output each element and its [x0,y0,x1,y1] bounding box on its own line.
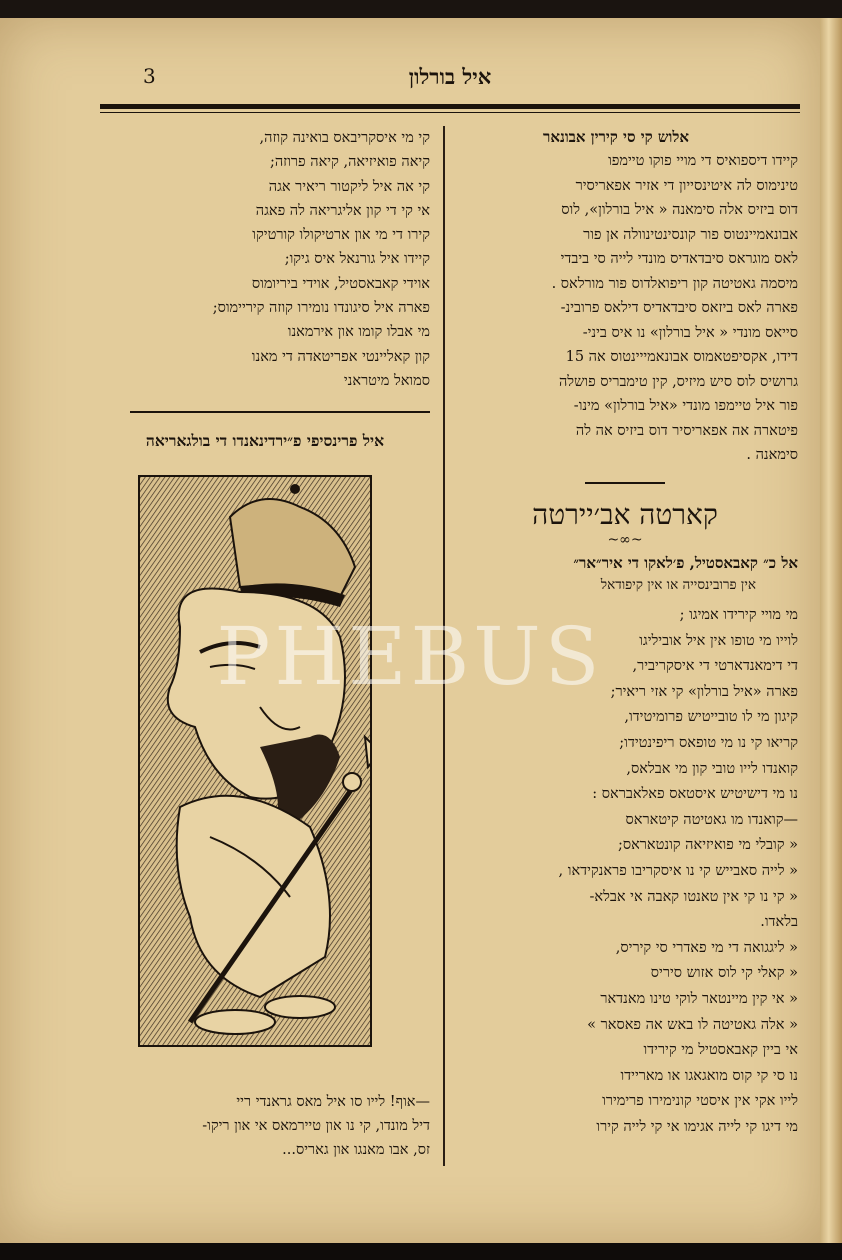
poem-rule [130,411,430,413]
letter-line: « קובלי מי פואיזיאה קונטאראס; [617,837,798,854]
watermark: PHEBUS [216,610,604,703]
letter-line: פארה «איל בורלון» קי אזי ריאיר; [610,683,798,700]
notice-line: דוס ביזיס אלה סימאנה « איל בורלון», לוס [561,202,798,218]
bottom-shadow [0,1243,842,1260]
poem-line: קון קאליינטי אפריטאדה די מאנו [251,348,430,365]
letter-line: « ליגגואה די מי פאדרי סי קיריס, [615,939,798,956]
left-column [100,126,430,451]
notice-body [452,149,798,468]
letter-line: נו סי קי קוס מואגאגו או מאריידו [620,1067,798,1084]
notice-line: מיסמה גאטיטה קון ריפואלדוס פור מורלאס . [551,275,798,292]
caption-line: דיל מונדו, קי נו און טיירמאס אי און ריקו- [202,1118,430,1134]
caption-title: איל פרינסיפי פ״ירדינאנדו די בולגאריאה [145,431,385,451]
caricature-drawing [140,477,370,1045]
letter-line: בלאדו. [760,914,798,931]
running-title: איל בורלון [408,64,492,89]
letter-line: קריאו קי נו מי טופאס ריפינטידו; [619,734,798,751]
column-divider [443,126,445,1166]
letter-line: « אלה גאטיטה לו באש אה פאסאר » [587,1016,798,1033]
poem-body [100,126,430,393]
letter-line: « לייה סאבייש קי נו איסקריבו פראנקידאו , [558,862,798,879]
poem-line: מי אבלו קומו און אירמאנו [287,324,430,341]
letter-line: « קאלי קי לוס אזוש סיריס [650,965,798,982]
poem-line: קי מי איסקריבאס בואינה קוזה, [259,130,430,146]
poem-line: קיאה פואיזיאה, קיאה פרוזה; [269,154,430,171]
poem-line: קי אה איל ליקטור ריאיר אגה [268,178,430,195]
notice-line: טינימוס לה איטינסייון די אזיר אפאריסיר [575,177,798,194]
letter-line: מי מויי קירידו אמיגו ; [679,607,798,623]
letter-line: לייו אקי אין איסטי קונימירו פרימירו [602,1093,798,1110]
notice-line: לאס מוגראס סיבדאדיס מונדי לייה סי ביבדי [560,251,798,267]
poem-line: פארה איל סיגונדו נומירו קוזה קיריימוס; [212,300,430,317]
header-rule-thin [100,112,800,113]
notice-title: אלוש קי סי קירין אבונאר [542,128,690,146]
caption-line: —אוף! לייו סו איל מאס גראנדי ריי [236,1094,430,1110]
ornament-flourish: ~∞~ [607,531,643,548]
letter-line: —קואנדו מו גאטיטה קיטאראס [625,811,798,828]
poem-line: סמואל מיטראני [343,372,430,389]
header-rule [100,104,800,109]
caption-line: זס, אבו מאנגו און גאריס... [282,1142,430,1158]
poem-line: אוידי קאבאסטיל, אוידי ביריומוס [251,275,430,292]
letter-line: אי ביין קאבאסטיל מי קירידו [643,1042,798,1059]
notice-line: פור איל טיימפו מונדי «איל בורלון» מינו- [573,398,798,414]
notice-line: גרושיס לוס סיש מיזיס, קין טימבריס פושלה [558,373,798,390]
letter-address-sub: אין פרובינסייה או אין קיפודאל [600,576,756,593]
section-divider [585,482,665,484]
letter-line: קואנדו לייו טובי קון מי אבלאס, [626,760,798,777]
letter-line: די דימאנדארטי די איסקריביר, [632,658,798,675]
right-column [452,128,798,1140]
notice-line: פיטארה אה אפאריסיר דוס ביזיס אה לה [575,422,798,439]
letter-address: אל כ״ קאבאסטיל, פ׳לאקו די איר״אר״ [573,553,798,572]
page-edge [820,18,842,1243]
caption-body [100,1090,430,1162]
letter-line: « קי נו קי אין טאנטו קאבה אי אבלא- [589,888,798,905]
letter-line: נו מי דישיטיש איסטאס פאלאבראס : [592,786,798,803]
notice-line: סימאנה . [746,447,798,463]
caricature-illustration [138,475,372,1047]
letter-title: קארטה אב׳יירטה [532,497,718,531]
letter-line: קיגון מי לו טובייטיש פרומיטידו, [624,709,798,726]
notice-line: פארה לאס ביזאס סיבדאדיס דילאס פרובינ- [560,300,798,316]
letter-line: « אי קין מיינטאר לוקי טינו מאנדאר [600,990,798,1007]
page-number: 3 [143,64,156,88]
poem-line: אי קי די קון אליגריאה לה פאגה [255,202,430,219]
letter-body [452,603,798,1140]
notice-line: סייאס מונדי « איל בורלון» נו איס ביני- [582,324,798,341]
notice-line: אבונאמיינטוס פור קונסינטינוולה אן פור [583,226,798,243]
letter-line: מי דיגו קי לייה אגימו אי קי לייה קירו [596,1118,798,1135]
poem-line: קיידו איל גורנאל איס גיקו; [284,251,430,268]
letter-line: לוייו מי טופו אין איל אוביליגו [639,632,798,649]
notice-line: קיידו דיספואיס די מויי פוקו טיימפו [608,153,798,169]
poem-line: קירו די מי און ארטיקולו קורטיקו [252,227,430,244]
notice-line: דידו, אקסיפטאמוס אבונאמייינטוס אה 15 [565,349,798,365]
